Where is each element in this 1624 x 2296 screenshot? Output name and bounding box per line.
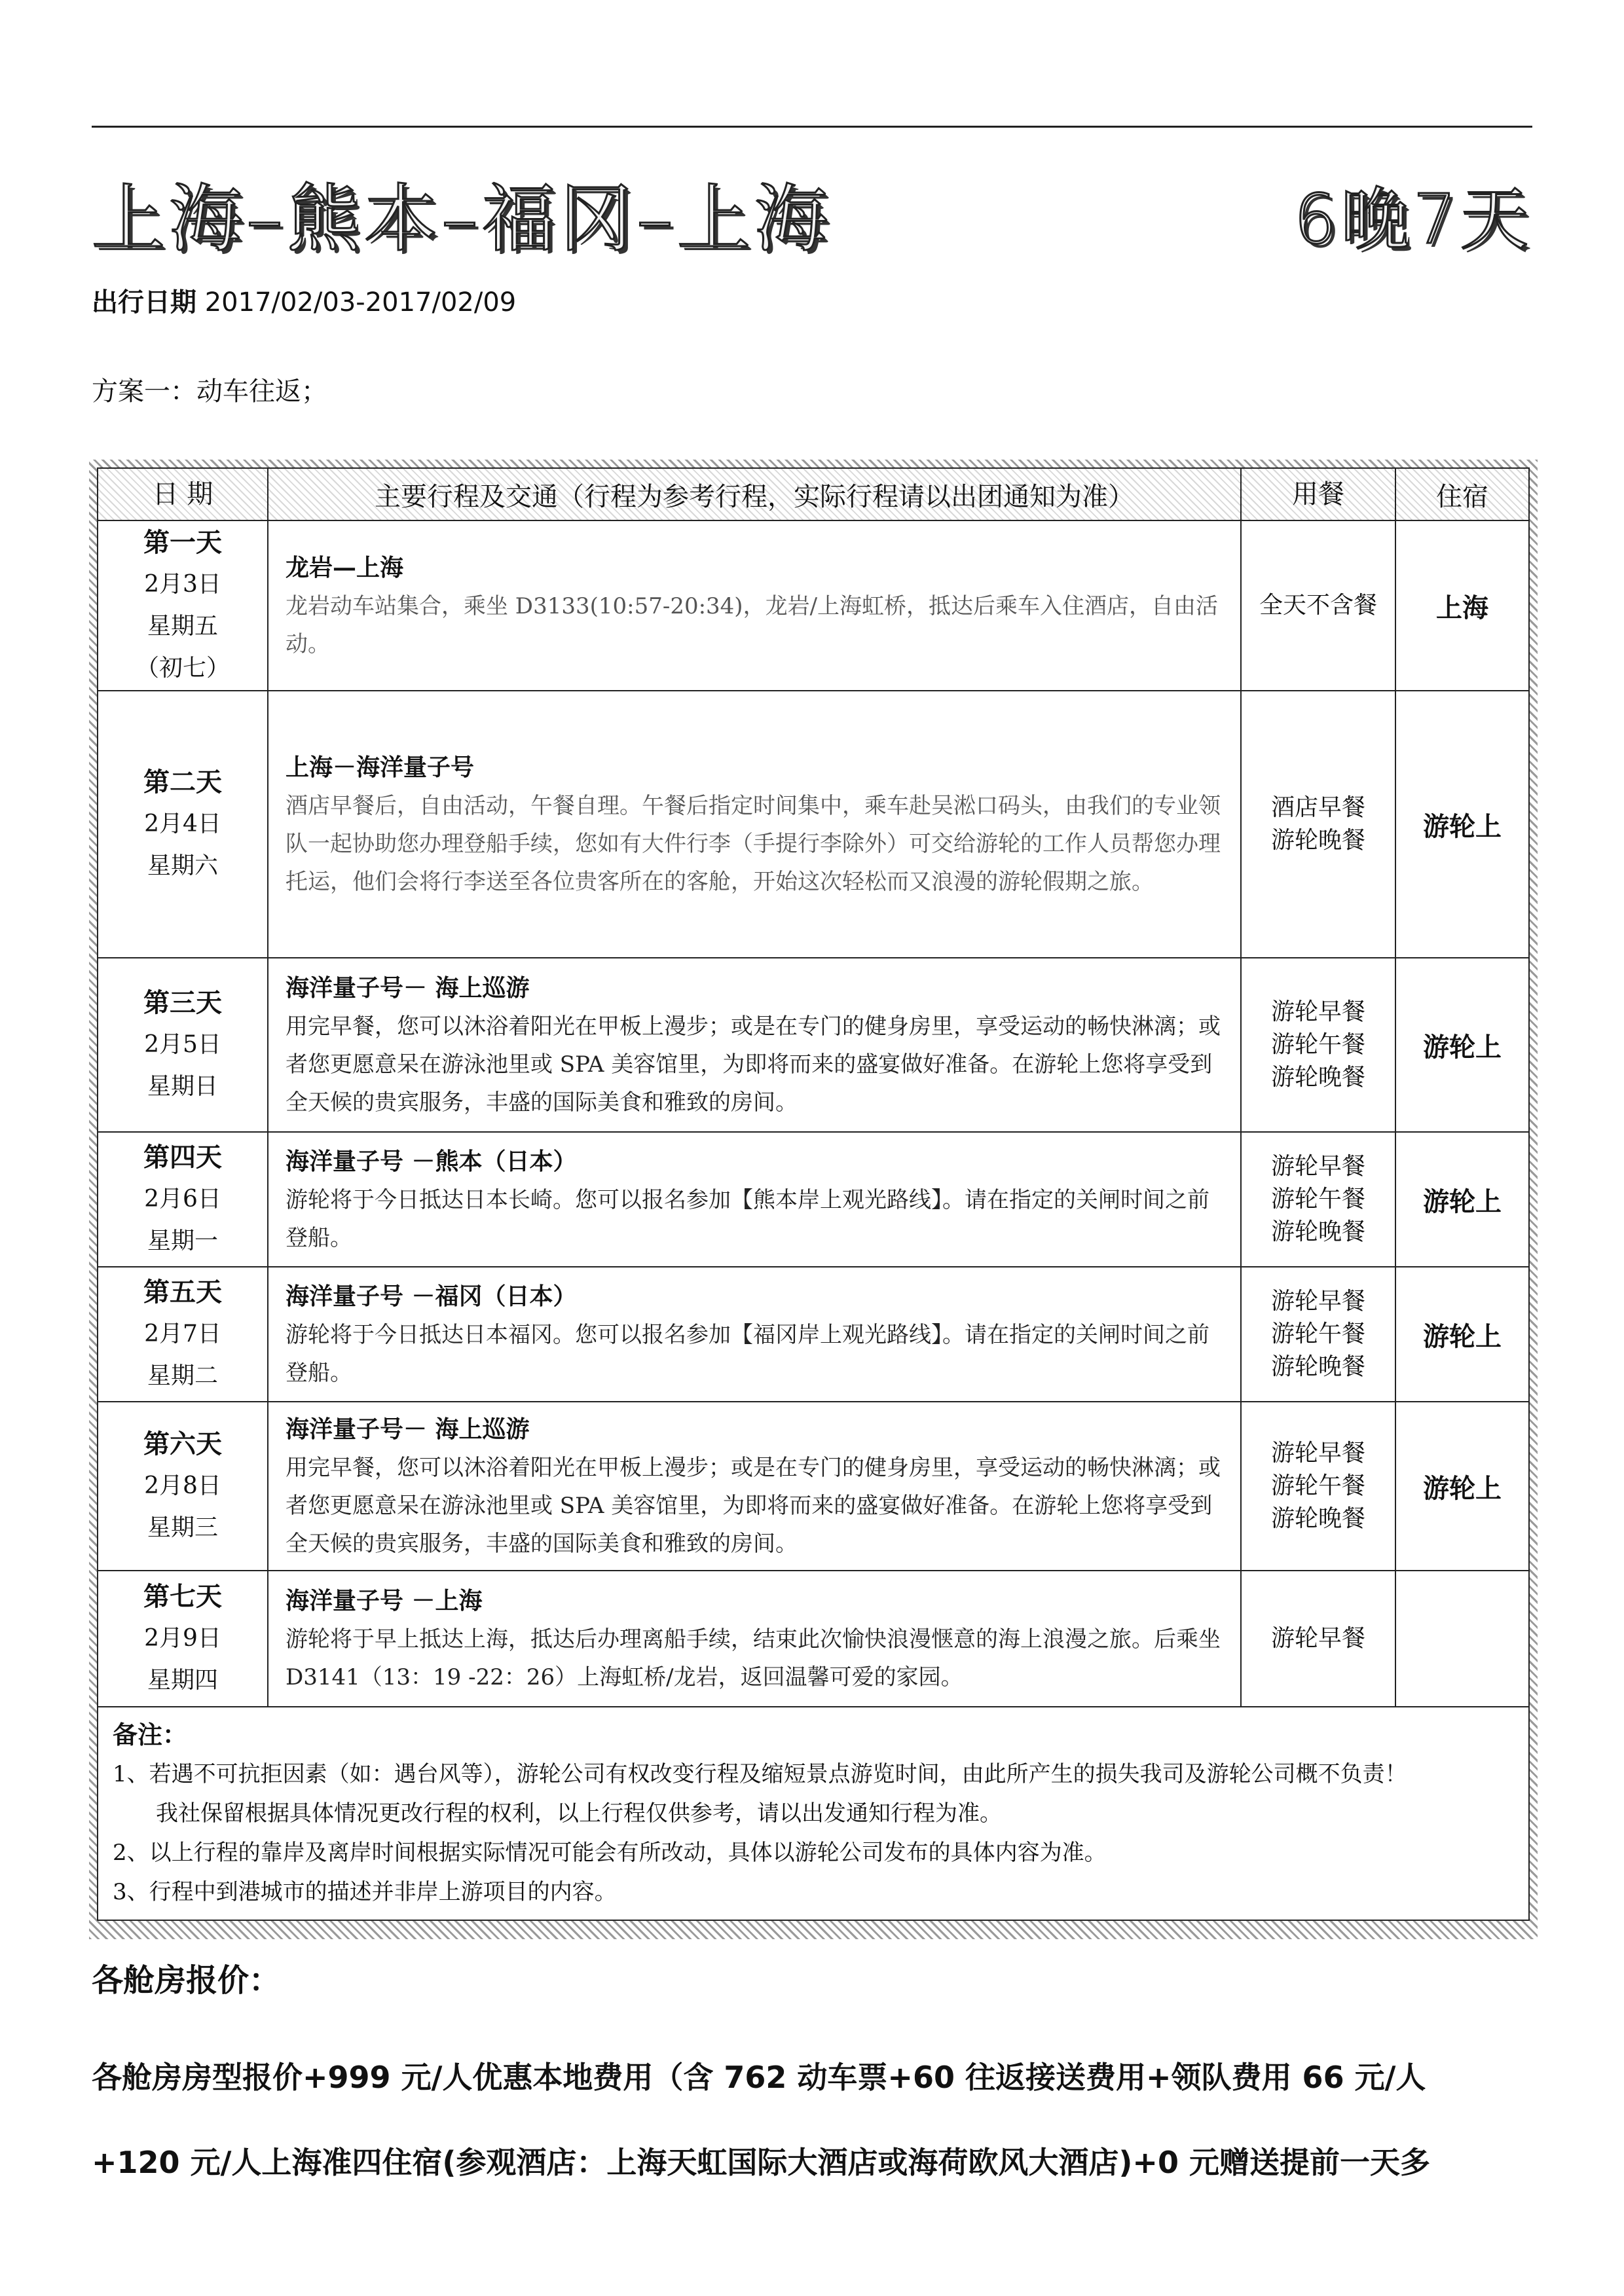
itinerary-desc: 用完早餐，您可以沐浴着阳光在甲板上漫步；或是在专门的健身房里，享受运动的畅快淋漓；或者您更愿意呆在游泳池里或 SPA 美容馆里，为即将而来的盛宴做好准备。在游轮上您将享受到全天候的贵宾服务，丰盛的国际美食和雅致的房间。: [286, 1013, 1221, 1116]
pricing-line-1: 各舱房房型报价+999 元/人优惠本地费用（含 762 动车票+60 往返接送费用+领队费用 66 元/人: [92, 2060, 1426, 2095]
itinerary-row: [98, 1402, 1529, 1571]
meal-item: 游轮午餐: [1270, 1321, 1365, 1347]
itinerary-row: [98, 1571, 1529, 1707]
meal-item: 游轮午餐: [1270, 1472, 1365, 1499]
stay-cell: 上海: [1395, 520, 1529, 691]
day-weekday: 星期六: [147, 852, 218, 879]
meals-cell: [1241, 1571, 1395, 1707]
itinerary-desc: 游轮将于今日抵达日本长崎。您可以报名参加【熊本岸上观光路线】。请在指定的关闸时间之前登船。: [286, 1187, 1209, 1251]
pricing-line-2: +120 元/人上海准四住宿(参观酒店：上海天虹国际大酒店或海荷欧风大酒店)+0 元赠送提前一天多: [92, 2145, 1430, 2180]
itinerary-row: [98, 958, 1529, 1132]
meals-cell: [1241, 691, 1395, 958]
itinerary-heading: 海洋量子号－ 海上巡游: [286, 974, 530, 1002]
itinerary-cell: [268, 1132, 1241, 1267]
day-lunar: （初七）: [135, 655, 230, 682]
day-date: 2月4日: [144, 811, 221, 837]
itinerary-desc: 用完早餐，您可以沐浴着阳光在甲板上漫步；或是在专门的健身房里，享受运动的畅快淋漓；或者您更愿意呆在游泳池里或 SPA 美容馆里，为即将而来的盛宴做好准备。在游轮上您将享受到全天候的贵宾服务，丰盛的国际美食和雅致的房间。: [286, 1455, 1221, 1557]
itinerary-heading: 海洋量子号 －福冈（日本）: [286, 1283, 577, 1310]
day-date: 2月8日: [144, 1472, 221, 1499]
day-cell: [98, 691, 268, 958]
meal-item: 游轮早餐: [1270, 1153, 1365, 1180]
itinerary-table: [97, 467, 1530, 1921]
duration-title: 6晚7天: [1293, 179, 1532, 259]
meal-item: 游轮晚餐: [1270, 1505, 1365, 1532]
day-weekday: 星期日: [147, 1073, 218, 1100]
travel-date-label: 出行日期: [92, 287, 196, 318]
itinerary-cell: [268, 1402, 1241, 1571]
notes-heading: 备注：: [113, 1720, 188, 1749]
note-item: 我社保留根据具体情况更改行程的权利，以上行程仅供参考，请以出发通知行程为准。: [156, 1800, 1002, 1827]
meal-item: 游轮晚餐: [1270, 827, 1365, 854]
note-item: 2、以上行程的靠岸及离岸时间根据实际情况可能会有所改动，具体以游轮公司发布的具体内容为准。: [113, 1840, 1107, 1866]
stay-cell: 游轮上: [1395, 958, 1529, 1132]
itinerary-heading: 海洋量子号 －熊本（日本）: [286, 1148, 577, 1175]
day-cell: [98, 958, 268, 1132]
pricing-heading: 各舱房报价：: [92, 1962, 281, 1999]
note-item: 3、行程中到港城市的描述并非岸上游项目的内容。: [113, 1879, 617, 1905]
stay-cell: 游轮上: [1395, 1267, 1529, 1402]
itinerary-row: [98, 691, 1529, 958]
meals-cell: [1241, 520, 1395, 691]
itinerary-heading: 海洋量子号 －上海: [286, 1587, 483, 1614]
day-weekday: 星期四: [147, 1667, 218, 1694]
meal-item: 游轮早餐: [1270, 998, 1365, 1025]
day-date: 2月9日: [144, 1625, 221, 1652]
stay-cell: 游轮上: [1395, 1402, 1529, 1571]
itinerary-heading: 海洋量子号－ 海上巡游: [286, 1415, 530, 1443]
day-cell: [98, 1571, 268, 1707]
itinerary-cell: [268, 1267, 1241, 1402]
itinerary-cell: [268, 691, 1241, 958]
day-date: 2月6日: [144, 1186, 221, 1212]
meals-cell: [1241, 958, 1395, 1132]
itinerary-frame: [89, 460, 1538, 1939]
itinerary-row: [98, 1267, 1529, 1402]
day-name: 第五天: [143, 1277, 222, 1307]
day-name: 第四天: [143, 1142, 222, 1173]
day-cell: [98, 1267, 268, 1402]
day-name: 第三天: [143, 987, 222, 1018]
itinerary-cell: [268, 958, 1241, 1132]
day-cell: [98, 1402, 268, 1571]
travel-date-value: 2017/02/03-2017/02/09: [204, 287, 517, 318]
meal-item: 全天不含餐: [1259, 592, 1377, 619]
travel-date: [92, 283, 516, 322]
day-name: 第七天: [143, 1581, 222, 1612]
itinerary-row: [98, 520, 1529, 691]
meal-item: 游轮晚餐: [1270, 1353, 1365, 1380]
note-item: 1、若遇不可抗拒因素（如：遇台风等），游轮公司有权改变行程及缩短景点游览时间，由此所产生的损失我司及游轮公司概不负责！: [113, 1761, 1407, 1787]
day-date: 2月7日: [144, 1321, 221, 1347]
day-cell: [98, 520, 268, 691]
page-title: [92, 170, 1532, 268]
itinerary-desc: 龙岩动车站集合，乘坐 D3133(10:57-20:34)，龙岩/上海虹桥，抵达后乘车入住酒店，自由活动。: [286, 593, 1219, 657]
meals-cell: [1241, 1402, 1395, 1571]
itinerary-cell: [268, 520, 1241, 691]
notes-row: [98, 1707, 1529, 1920]
pricing-body: [92, 2035, 1545, 2205]
itinerary-desc: 游轮将于早上抵达上海，抵达后办理离船手续，结束此次愉快浪漫惬意的海上浪漫之旅。后乘坐 D3141（13：19 -22：26）上海虹桥/龙岩，返回温馨可爱的家园。: [286, 1626, 1221, 1690]
meal-item: 游轮早餐: [1270, 1288, 1365, 1315]
stay-cell: [1395, 1571, 1529, 1707]
meal-item: 游轮早餐: [1270, 1440, 1365, 1467]
top-rule: [92, 126, 1532, 128]
meal-item: 酒店早餐: [1270, 794, 1365, 821]
day-name: 第一天: [143, 527, 222, 558]
plan-line: 方案一：动车往返；: [92, 376, 327, 407]
meal-item: 游轮午餐: [1270, 1186, 1365, 1212]
day-weekday: 星期一: [147, 1228, 218, 1254]
meal-item: 游轮晚餐: [1270, 1218, 1365, 1245]
meals-cell: [1241, 1267, 1395, 1402]
day-date: 2月3日: [144, 571, 221, 598]
meal-item: 游轮早餐: [1270, 1625, 1365, 1652]
itinerary-desc: 游轮将于今日抵达日本福冈。您可以报名参加【福冈岸上观光路线】。请在指定的关闸时间之前登船。: [286, 1322, 1209, 1386]
day-weekday: 星期二: [147, 1362, 218, 1389]
day-weekday: 星期三: [147, 1514, 218, 1541]
header-itinerary: 主要行程及交通（行程为参考行程，实际行程请以出团通知为准）: [268, 468, 1241, 520]
header-stay: 住宿: [1395, 468, 1529, 520]
day-name: 第六天: [143, 1429, 222, 1459]
day-cell: [98, 1132, 268, 1267]
itinerary-cell: [268, 1571, 1241, 1707]
notes-cell: [98, 1707, 1529, 1920]
header-meals: 用餐: [1241, 468, 1395, 520]
meal-item: 游轮晚餐: [1270, 1064, 1365, 1091]
table-header-row: [98, 468, 1529, 520]
day-weekday: 星期五: [147, 613, 218, 640]
route-title: 上海–熊本–福冈–上海: [92, 177, 832, 262]
day-name: 第二天: [143, 767, 222, 797]
stay-cell: 游轮上: [1395, 691, 1529, 958]
meals-cell: [1241, 1132, 1395, 1267]
itinerary-row: [98, 1132, 1529, 1267]
header-date: 日 期: [98, 468, 268, 520]
day-date: 2月5日: [144, 1031, 221, 1058]
itinerary-heading: 上海－海洋量子号: [286, 754, 475, 781]
itinerary-desc: 酒店早餐后，自由活动，午餐自理。午餐后指定时间集中，乘车赴吴淞口码头，由我们的专业领队一起协助您办理登船手续，您如有大件行李（手提行李除外）可交给游轮的工作人员帮您办理托运，他们会将行李送至各位贵客所在的客舱，开始这次轻松而又浪漫的游轮假期之旅。: [286, 793, 1221, 895]
stay-cell: 游轮上: [1395, 1132, 1529, 1267]
meal-item: 游轮午餐: [1270, 1031, 1365, 1058]
itinerary-heading: 龙岩—上海: [286, 554, 404, 581]
